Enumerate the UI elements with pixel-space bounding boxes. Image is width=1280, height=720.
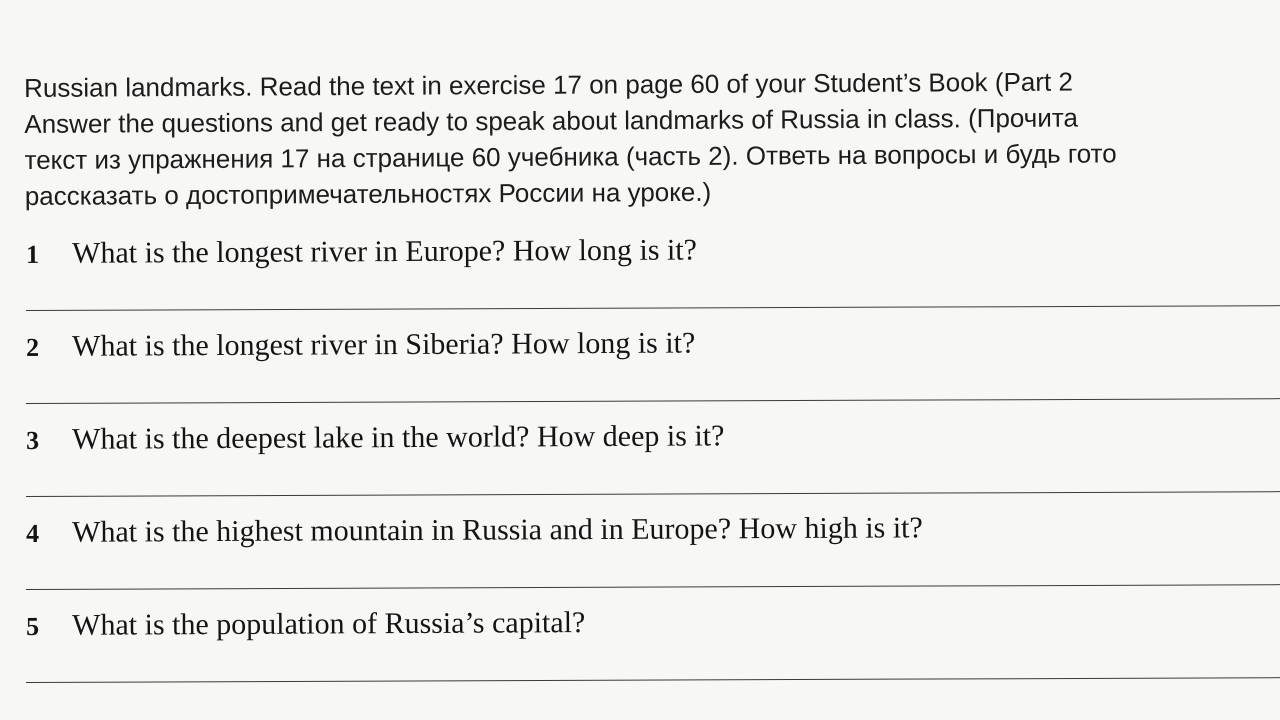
question-row [26,605,585,645]
question-text: What is the longest river in Europe? How long is it? [72,233,698,270]
question-row [26,325,695,366]
question-row [26,418,724,459]
instructions-line-4: рассказать о достопримечательностях России на уроке.) [24,176,712,211]
question-row [26,232,697,273]
question-number: 2 [26,332,40,362]
question-text: What is the highest mountain in Russia and in Europe? How high is it? [72,511,923,549]
question-item [26,604,1280,697]
question-text: What is the population of Russia’s capital? [72,606,586,642]
question-list [26,232,1280,697]
question-row [26,510,923,552]
answer-line[interactable] [26,491,1280,497]
answer-line[interactable] [26,677,1280,683]
instructions-line-2: Answer the questions and get ready to speak about landmarks of Russia in class. (Прочита [24,102,1078,139]
instructions-line-3: текст из упражнения 17 на странице 60 учебника (часть 2). Ответь на вопросы и будь гото [24,138,1117,175]
answer-line[interactable] [26,584,1280,590]
question-item [26,418,1280,511]
question-number: 3 [26,425,40,455]
question-text: What is the longest river in Siberia? How long is it? [72,326,696,363]
question-item [26,325,1280,418]
question-item [26,511,1280,604]
question-number: 5 [26,611,40,641]
question-item [26,232,1280,325]
instructions-line-1: Russian landmarks. Read the text in exercise 17 on page 60 of your Student’s Book (Part 2 [24,66,1073,103]
answer-line[interactable] [26,398,1280,404]
question-number: 4 [26,518,40,548]
question-number: 1 [26,239,40,269]
question-text: What is the deepest lake in the world? How deep is it? [72,419,725,456]
instructions-paragraph [24,61,1280,214]
answer-line[interactable] [26,305,1280,311]
